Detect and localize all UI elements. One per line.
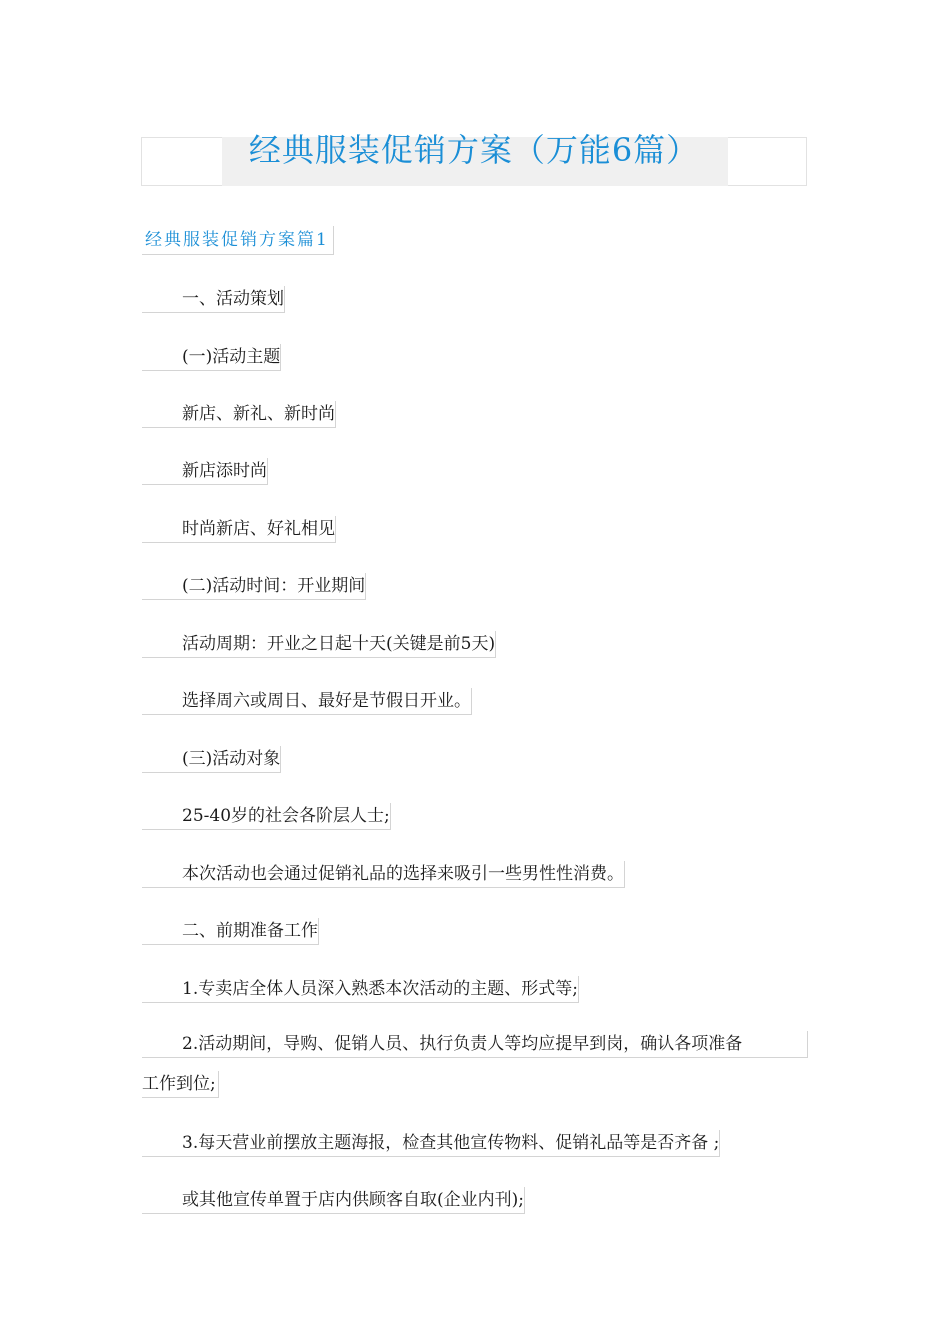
paragraph-line: 2.活动期间，导购、促销人员、执行负责人等均应提早到岗，确认各项准备 xyxy=(142,1031,808,1058)
paragraph: 活动周期：开业之日起十天(关键是前5天) xyxy=(142,631,496,658)
paragraph: 新店添时尚 xyxy=(142,458,268,485)
paragraph: 新店、新礼、新时尚 xyxy=(142,401,336,428)
paragraph: 本次活动也会通过促销礼品的选择来吸引一些男性性消费。 xyxy=(142,861,625,888)
document-title: 经典服装促销方案（万能6篇） xyxy=(248,131,700,169)
paragraph: 3.每天营业前摆放主题海报，检查其他宣传物料、促销礼品等是否齐备 ; xyxy=(142,1130,720,1157)
paragraph: 选择周六或周日、最好是节假日开业。 xyxy=(142,688,472,715)
paragraph-line: 工作到位; xyxy=(142,1071,219,1098)
paragraph: (三)活动对象 xyxy=(142,746,281,773)
section-heading: 经典服装促销方案篇1 xyxy=(142,226,334,255)
paragraph: 二、前期准备工作 xyxy=(142,918,319,945)
paragraph: (一)活动主题 xyxy=(142,344,281,371)
paragraph: 1.专卖店全体人员深入熟悉本次活动的主题、形式等; xyxy=(142,976,579,1003)
paragraph: 一、活动策划 xyxy=(142,286,285,313)
paragraph: 或其他宣传单置于店内供顾客自取(企业内刊); xyxy=(142,1187,525,1214)
paragraph: 25-40岁的社会各阶层人士; xyxy=(142,803,391,830)
paragraph: (二)活动时间：开业期间 xyxy=(142,573,366,600)
wrapped-paragraph xyxy=(142,1031,808,1098)
paragraph: 时尚新店、好礼相见 xyxy=(142,516,336,543)
